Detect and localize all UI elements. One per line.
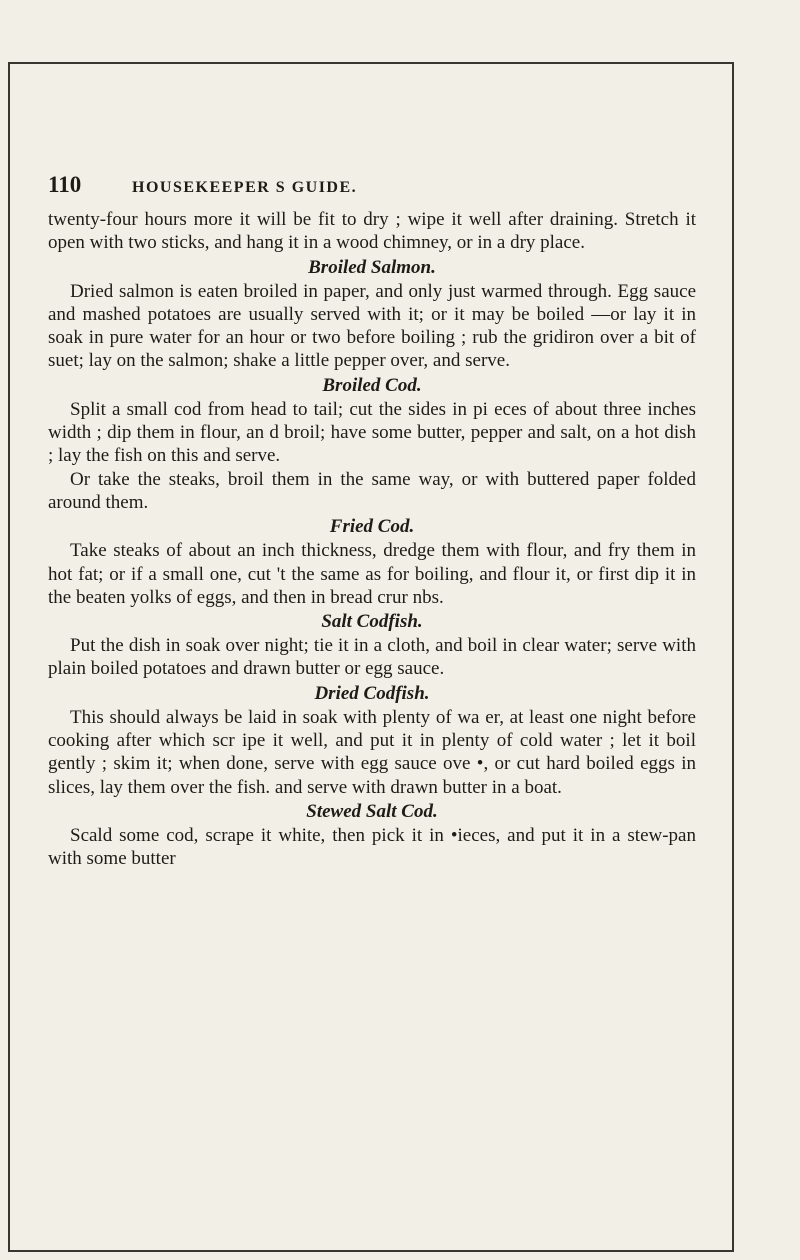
paragraph: Scald some cod, scrape it white, then pick it in •ieces, and put it in a stew-pan with some butter xyxy=(48,824,696,870)
paragraph: twenty-four hours more it will be fit to dry ; wipe it well after draining. Stretch it open with two sticks, and hang it in a wood chimney, or in a dry place. xyxy=(48,209,696,254)
section-heading: Stewed Salt Cod. xyxy=(306,800,438,822)
section-heading: Broiled Cod. xyxy=(322,374,422,396)
paragraph: Dried salmon is eaten broiled in paper, and only just warmed through. Egg sauce and mashed potatoes are usually served with it; or it may be boiled —or lay it in soak in pure water for an hour or two before boiling ; rub the gridiron over a bit of suet; lay on the salmon; shake a little pepper over, and serve. xyxy=(48,280,696,372)
running-head: HOUSEKEEPER S GUIDE. xyxy=(132,179,358,196)
page-border-right xyxy=(732,62,734,1252)
book-page xyxy=(48,172,696,871)
section-heading: Dried Codfish. xyxy=(314,682,430,704)
section-heading: Fried Cod. xyxy=(329,516,415,538)
page-border-top xyxy=(8,62,734,64)
paragraph: Or take the steaks, broil them in the same way, or with buttered paper folded around them. xyxy=(48,468,696,513)
section-heading: Broiled Salmon. xyxy=(308,256,436,278)
paragraph: Put the dish in soak over night; tie it in a cloth, and boil in clear water; serve with plain boiled potatoes and drawn butter or egg sauce. xyxy=(48,635,696,680)
paragraph: Split a small cod from head to tail; cut the sides in pi eces of about three inches width ; dip them in flour, an d broil; have some butter, pepper and salt, on a hot dish ; lay the fish on this and serve. xyxy=(48,398,696,467)
page-header xyxy=(48,172,696,198)
paragraph: This should always be laid in soak with plenty of wa er, at least one night before cooking after which scr ipe it well, and put it in plenty of cold water ; let it boil gently ; skim it; when done, serve with egg sauce ove •, or cut hard boiled eggs in slices, lay them over the fish. and serve with drawn butter in a boat. xyxy=(48,706,696,798)
page-number: 110 xyxy=(48,172,82,197)
page-border-bottom xyxy=(8,1250,734,1252)
page-border-left xyxy=(8,62,10,1252)
section-heading: Salt Codfish. xyxy=(321,611,423,633)
paragraph: Take steaks of about an inch thickness, dredge them with flour, and fry them in hot fat; or if a small one, cut 't the same as for boiling, and flour it, or first dip it in the beaten yolks of eggs, and then in bread crur nbs. xyxy=(48,540,696,608)
